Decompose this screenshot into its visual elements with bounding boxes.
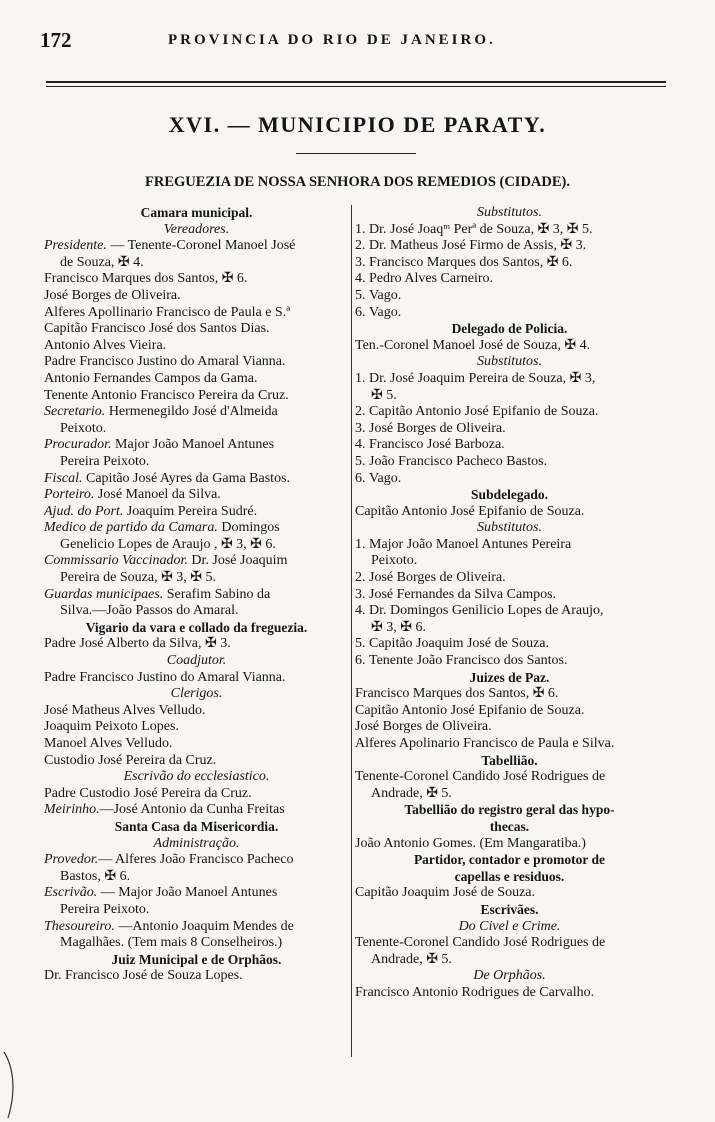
entry-text: João Francisco Pacheco Bastos. bbox=[369, 453, 548, 469]
entry-text: Coadjutor. bbox=[166, 653, 227, 669]
entry-line bbox=[44, 736, 349, 753]
office-label: Guardas municipaes. bbox=[44, 586, 164, 602]
subsection-subheading bbox=[44, 653, 349, 670]
subsection-heading bbox=[355, 902, 664, 919]
entry-text: Vago. bbox=[369, 470, 402, 486]
entry-line bbox=[44, 802, 349, 819]
entry-line bbox=[44, 537, 349, 554]
entry-line bbox=[355, 686, 664, 703]
entry-text: Antonio Fernandes Campos da Gama. bbox=[44, 370, 258, 386]
entry-line bbox=[355, 570, 664, 587]
entry-text: José Manoel da Silva. bbox=[94, 487, 221, 503]
entry-number: 1. bbox=[355, 536, 366, 552]
entry-line bbox=[44, 338, 349, 355]
entry-text: De Orphãos. bbox=[473, 968, 546, 984]
entry-line bbox=[355, 471, 664, 488]
entry-text: Partidor, contador e promotor de bbox=[413, 852, 606, 868]
entry-line bbox=[355, 620, 664, 637]
entry-text: Hermenegildo José d'Almeida bbox=[105, 404, 278, 420]
entry-line bbox=[355, 338, 664, 355]
entry-line bbox=[355, 553, 664, 570]
entry-text: Francisco Marques dos Santos, ✠ 6. bbox=[44, 271, 248, 287]
entry-text: — Major João Manoel Antunes bbox=[97, 885, 278, 901]
section-divider bbox=[296, 153, 416, 154]
entry-line bbox=[44, 404, 349, 421]
entry-text: ✠ 5. bbox=[371, 387, 397, 403]
entry-number: 4. bbox=[355, 603, 366, 619]
entry-number: 6. bbox=[355, 653, 366, 669]
entry-text: —Antonio Joaquim Mendes de bbox=[114, 918, 294, 934]
subsection-heading bbox=[355, 852, 664, 869]
entry-line bbox=[355, 935, 664, 952]
entry-number: 5. bbox=[355, 453, 366, 469]
subsection-subheading bbox=[44, 769, 349, 786]
entry-line bbox=[44, 753, 349, 770]
entry-line bbox=[44, 935, 349, 952]
entry-text: Silva.—João Passos do Amaral. bbox=[60, 603, 239, 619]
office-label: Ajud. do Port. bbox=[44, 503, 124, 519]
office-label: Secretario. bbox=[44, 404, 106, 420]
entry-number: 6. bbox=[355, 470, 366, 486]
subsection-subheading bbox=[355, 520, 664, 537]
entry-text: Manoel Alves Velludo. bbox=[44, 736, 173, 751]
entry-text: Dr. José Joaqᵐ Perª de Souza, ✠ 3, ✠ 5. bbox=[369, 221, 593, 237]
entry-line bbox=[44, 703, 349, 720]
entry-number: 2. bbox=[355, 570, 366, 586]
entry-text: Clerigos. bbox=[170, 686, 223, 702]
entry-text: João Antonio Gomes. (Em Mangaratiba.) bbox=[355, 835, 586, 851]
entry-text: Dr. Matheus José Firmo de Assis, ✠ 3. bbox=[369, 238, 587, 254]
entry-line bbox=[355, 437, 664, 454]
entry-text: Vereadores. bbox=[163, 221, 230, 237]
entry-line bbox=[355, 371, 664, 388]
entry-text: ✠ 3, ✠ 6. bbox=[371, 619, 426, 635]
entry-number: 3. bbox=[355, 420, 366, 436]
entry-text: Capitão Joaquim José de Souza. bbox=[369, 636, 550, 652]
entry-text: Francisco José Barboza. bbox=[369, 437, 505, 453]
entry-text: capellas e residuos. bbox=[454, 868, 565, 884]
entry-text: Andrade, ✠ 5. bbox=[371, 785, 452, 801]
subsection-heading bbox=[44, 952, 349, 969]
entry-text: Delegado de Policia. bbox=[451, 321, 568, 337]
entry-line bbox=[355, 305, 664, 322]
entry-line bbox=[355, 836, 664, 853]
entry-line bbox=[355, 769, 664, 786]
entry-text: Subdelegado. bbox=[471, 487, 548, 503]
entry-text: Serafim Sabino da bbox=[163, 586, 271, 602]
entry-line bbox=[44, 437, 349, 454]
entry-text: Capitão Antonio José Epifanio de Souza. bbox=[355, 702, 585, 718]
entry-line bbox=[44, 636, 349, 653]
entry-text: Do Civel e Crime. bbox=[458, 918, 561, 934]
entry-line bbox=[44, 354, 349, 371]
entry-line bbox=[355, 736, 664, 753]
entry-text: José Borges de Oliveira. bbox=[369, 420, 506, 436]
margin-mark bbox=[0, 1050, 20, 1120]
entry-line bbox=[355, 404, 664, 421]
entry-number: 1. bbox=[355, 221, 366, 237]
entry-text: Andrade, ✠ 5. bbox=[371, 951, 452, 967]
entry-line bbox=[44, 471, 349, 488]
subsection-heading bbox=[355, 869, 664, 886]
entry-text: Custodio José Pereira da Cruz. bbox=[44, 752, 217, 768]
entry-text: — Tenente-Coronel Manoel José bbox=[106, 238, 296, 254]
entry-line bbox=[355, 271, 664, 288]
subsection-subheading bbox=[355, 968, 664, 985]
entry-line bbox=[44, 504, 349, 521]
entry-text: Francisco Marques dos Santos, ✠ 6. bbox=[355, 686, 559, 702]
entry-text: José Borges de Oliveira. bbox=[44, 287, 181, 303]
subsection-heading bbox=[355, 753, 664, 770]
entry-line bbox=[44, 852, 349, 869]
entry-line bbox=[44, 454, 349, 471]
entry-text: Tabellião do registro geral das hypo- bbox=[404, 802, 615, 818]
running-header bbox=[0, 24, 715, 54]
entry-line bbox=[355, 786, 664, 803]
entry-text: Capitão Francisco José dos Santos Dias. bbox=[44, 321, 270, 337]
entry-text: Peixoto. bbox=[371, 553, 418, 569]
entry-line bbox=[44, 587, 349, 604]
subsection-subheading bbox=[355, 205, 664, 222]
entry-number: 4. bbox=[355, 271, 366, 287]
entry-line bbox=[44, 487, 349, 504]
subsection-heading bbox=[44, 205, 349, 222]
entry-line bbox=[355, 388, 664, 405]
entry-text: Padre José Alberto da Silva, ✠ 3. bbox=[44, 636, 231, 652]
office-label: Medico de partido da Camara. bbox=[44, 520, 218, 536]
entry-text: Dr. Francisco José de Souza Lopes. bbox=[44, 968, 243, 984]
entry-number: 5. bbox=[355, 636, 366, 652]
entry-text: Camara municipal. bbox=[140, 205, 253, 220]
entry-text: —José Antonio da Cunha Freitas bbox=[99, 802, 285, 818]
subsection-heading bbox=[44, 620, 349, 637]
entry-number: 5. bbox=[355, 287, 366, 303]
entry-line bbox=[355, 952, 664, 969]
entry-line bbox=[355, 255, 664, 272]
subsection-heading bbox=[355, 802, 664, 819]
entry-text: Tenente João Francisco dos Santos. bbox=[369, 653, 568, 669]
subsection-subheading bbox=[44, 222, 349, 239]
entry-text: Magalhães. (Tem mais 8 Conselheiros.) bbox=[60, 935, 283, 951]
office-label: Procurador. bbox=[44, 437, 112, 453]
entry-text: Substitutos. bbox=[477, 520, 542, 536]
entry-text: Genelicio Lopes de Araujo , ✠ 3, ✠ 6. bbox=[60, 536, 276, 552]
entry-line bbox=[44, 670, 349, 687]
entry-text: Bastos, ✠ 6. bbox=[60, 868, 131, 884]
left-column bbox=[44, 205, 349, 985]
entry-text: Vigario da vara e collado da freguezia. bbox=[85, 619, 308, 635]
entry-line bbox=[355, 719, 664, 736]
entry-number: 2. bbox=[355, 404, 366, 420]
subsection-subheading bbox=[355, 919, 664, 936]
entry-text: Substitutos. bbox=[477, 205, 542, 220]
entry-text: Dr. José Joaquim bbox=[187, 553, 288, 569]
entry-line bbox=[44, 603, 349, 620]
entry-number: 1. bbox=[355, 370, 366, 386]
office-label: Provedor. bbox=[44, 852, 99, 868]
entry-line bbox=[44, 869, 349, 886]
entry-text: Substitutos. bbox=[477, 354, 542, 370]
entry-text: Tenente-Coronel Candido José Rodrigues de bbox=[355, 769, 606, 785]
section-title: XVI. — MUNICIPIO DE PARATY. bbox=[168, 112, 547, 137]
header-rule bbox=[46, 81, 666, 83]
entry-text: Joaquim Pereira Sudré. bbox=[123, 503, 258, 519]
subsection-subheading bbox=[44, 686, 349, 703]
entry-line bbox=[44, 255, 349, 272]
entry-text: Tenente Antonio Francisco Pereira da Cruz. bbox=[44, 387, 289, 403]
entry-line bbox=[355, 238, 664, 255]
entry-line bbox=[44, 786, 349, 803]
freguezia-heading: FREGUEZIA DE NOSSA SENHORA DOS REMEDIOS (CIDADE). bbox=[144, 174, 570, 190]
entry-line bbox=[44, 421, 349, 438]
entry-line bbox=[355, 288, 664, 305]
office-label: Presidente. bbox=[44, 238, 107, 254]
entry-number: 2. bbox=[355, 238, 366, 254]
entry-number: 6. bbox=[355, 304, 366, 320]
entry-line bbox=[355, 504, 664, 521]
entry-text: Padre Custodio José Pereira da Cruz. bbox=[44, 785, 252, 801]
office-label: Meirinho. bbox=[44, 802, 100, 818]
subsection-heading bbox=[355, 487, 664, 504]
office-label: Porteiro. bbox=[44, 487, 95, 503]
running-title: PROVINCIA DO RIO DE JANEIRO. bbox=[168, 32, 496, 48]
entry-text: Pereira Peixoto. bbox=[60, 453, 150, 469]
entry-text: Domingos bbox=[217, 520, 280, 536]
entry-line bbox=[44, 570, 349, 587]
entry-text: Capitão Joaquim José de Souza. bbox=[355, 885, 536, 901]
entry-text: Capitão Antonio José Epifanio de Souza. bbox=[369, 404, 599, 420]
entry-line bbox=[44, 271, 349, 288]
entry-line bbox=[355, 421, 664, 438]
entry-line bbox=[44, 238, 349, 255]
entry-text: Francisco Marques dos Santos, ✠ 6. bbox=[369, 254, 573, 270]
entry-text: Antonio Alves Vieira. bbox=[44, 337, 167, 353]
entry-line bbox=[355, 603, 664, 620]
header-rule-thin bbox=[46, 86, 666, 87]
subsection-heading bbox=[355, 321, 664, 338]
entry-line bbox=[355, 703, 664, 720]
entry-text: Major João Manoel Antunes Pereira bbox=[369, 536, 572, 552]
entry-line bbox=[44, 553, 349, 570]
entry-number: 3. bbox=[355, 254, 366, 270]
entry-line bbox=[355, 222, 664, 239]
entry-line bbox=[355, 636, 664, 653]
entry-text: Dr. José Joaquim Pereira de Souza, ✠ 3, bbox=[369, 370, 596, 386]
entry-line bbox=[44, 321, 349, 338]
subsection-heading bbox=[44, 819, 349, 836]
office-label: Fiscal. bbox=[44, 470, 83, 486]
entry-text: Alferes Apollinario Francisco de Paula e S.ª bbox=[44, 304, 291, 320]
right-column bbox=[355, 205, 664, 1002]
entry-line bbox=[44, 885, 349, 902]
subsection-heading bbox=[355, 819, 664, 836]
entry-text: Major João Manoel Antunes bbox=[111, 437, 275, 453]
entry-text: Capitão Antonio José Epifanio de Souza. bbox=[355, 503, 585, 519]
entry-line bbox=[44, 902, 349, 919]
entry-text: Pereira Peixoto. bbox=[60, 901, 150, 917]
entry-text: Dr. Domingos Genilicio Lopes de Araujo, bbox=[369, 603, 604, 619]
entry-text: Padre Francisco Justino do Amaral Vianna. bbox=[44, 354, 286, 370]
entry-text: Padre Francisco Justino do Amaral Vianna. bbox=[44, 669, 286, 685]
entry-line bbox=[44, 305, 349, 322]
column-divider bbox=[351, 205, 352, 1057]
entry-text: Alferes Apolinario Francisco de Paula e Silva. bbox=[355, 736, 615, 751]
entry-text: Tabellião. bbox=[481, 752, 538, 768]
entry-text: Ten.-Coronel Manoel José de Souza, ✠ 4. bbox=[355, 337, 591, 353]
entry-number: 3. bbox=[355, 586, 366, 602]
entry-text: Vago. bbox=[369, 304, 402, 320]
entry-text: Capitão José Ayres da Gama Bastos. bbox=[82, 470, 291, 486]
entry-text: Vago. bbox=[369, 287, 402, 303]
office-label: Thesoureiro. bbox=[44, 918, 115, 934]
entry-line bbox=[355, 454, 664, 471]
page-number: 172 bbox=[40, 28, 72, 52]
office-label: Escrivão. bbox=[44, 885, 98, 901]
entry-text: — Alferes João Francisco Pacheco bbox=[98, 852, 294, 868]
entry-text: Pedro Alves Carneiro. bbox=[369, 271, 494, 287]
entry-line bbox=[355, 985, 664, 1002]
entry-text: Juiz Municipal e de Orphãos. bbox=[111, 951, 282, 967]
entry-text: Pereira de Souza, ✠ 3, ✠ 5. bbox=[60, 570, 217, 586]
entry-line bbox=[44, 288, 349, 305]
entry-text: Escrivães. bbox=[480, 901, 539, 917]
entry-text: José Matheus Alves Velludo. bbox=[44, 702, 206, 718]
entry-text: Santa Casa da Misericordia. bbox=[114, 818, 279, 834]
entry-text: José Borges de Oliveira. bbox=[355, 719, 492, 735]
entry-line bbox=[44, 371, 349, 388]
entry-line bbox=[355, 537, 664, 554]
entry-line bbox=[44, 719, 349, 736]
entry-text: Joaquim Peixoto Lopes. bbox=[44, 719, 179, 735]
entry-text: Juizes de Paz. bbox=[469, 669, 550, 685]
entry-line bbox=[44, 968, 349, 985]
entry-text: Escrivão do ecclesiastico. bbox=[123, 769, 270, 785]
entry-line bbox=[355, 653, 664, 670]
entry-number: 4. bbox=[355, 437, 366, 453]
entry-text: José Borges de Oliveira. bbox=[369, 570, 506, 586]
entry-line bbox=[44, 520, 349, 537]
entry-text: Administração. bbox=[153, 835, 240, 851]
entry-line bbox=[44, 388, 349, 405]
entry-text: Tenente-Coronel Candido José Rodrigues de bbox=[355, 935, 606, 951]
subsection-subheading bbox=[355, 354, 664, 371]
entry-text: thecas. bbox=[489, 818, 530, 834]
office-label: Commissario Vaccinador. bbox=[44, 553, 188, 569]
entry-line bbox=[355, 587, 664, 604]
entry-line bbox=[355, 885, 664, 902]
entry-text: Francisco Antonio Rodrigues de Carvalho. bbox=[355, 984, 595, 1000]
entry-text: de Souza, ✠ 4. bbox=[60, 254, 144, 270]
subsection-heading bbox=[355, 670, 664, 687]
entry-text: Peixoto. bbox=[60, 420, 107, 436]
entry-text: José Fernandes da Silva Campos. bbox=[369, 586, 557, 602]
subsection-subheading bbox=[44, 836, 349, 853]
entry-line bbox=[44, 919, 349, 936]
